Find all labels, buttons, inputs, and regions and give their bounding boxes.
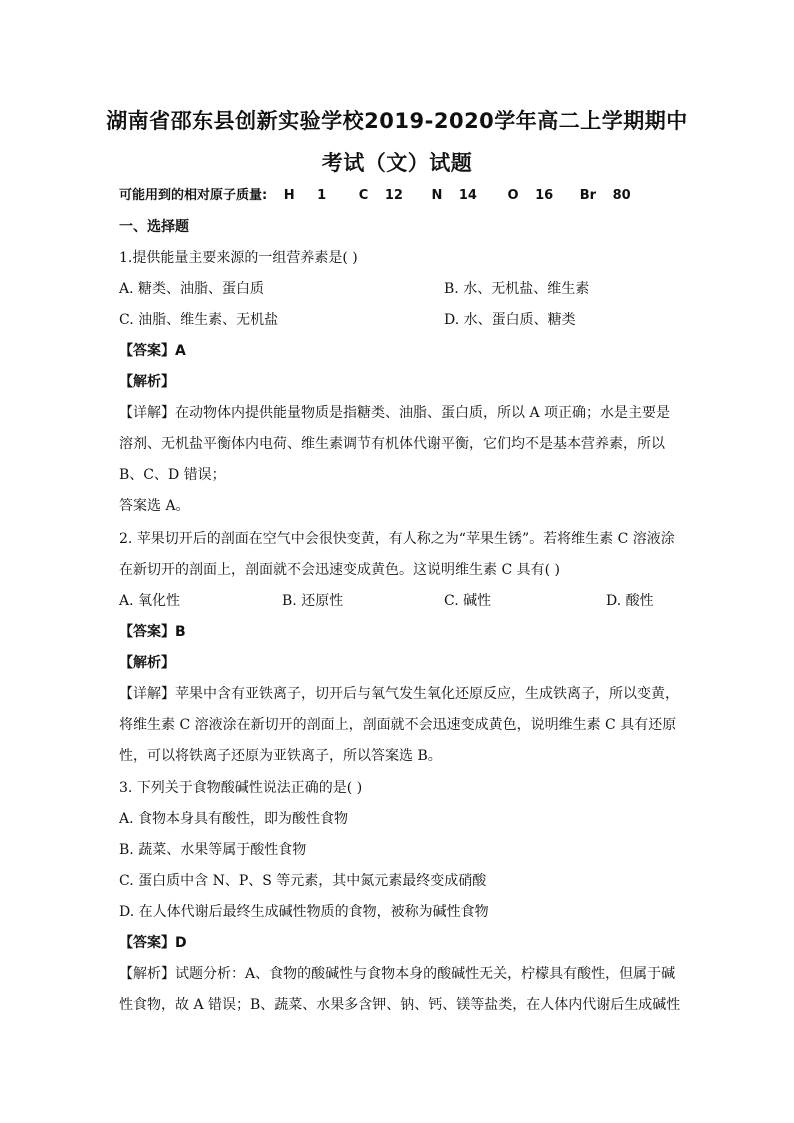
element-symbol: Br <box>579 188 597 203</box>
q1-detail-line: 【详解】在动物体内提供能量物质是指糖类、油脂、蛋白质，所以 A 项正确；水是主要是 <box>119 405 671 421</box>
q2-detail-line: 将维生素 C 溶液涂在新切开的剖面上，剖面就不会迅速变成黄色，说明维生素 C 具有还原 <box>119 717 677 733</box>
q3-analysis-line: 性食物，故 A 错误；B、蔬菜、水果多含钾、钠、钙、镁等盐类，在人体内代谢后生成碱性 <box>119 997 681 1013</box>
element-mass: 14 <box>458 188 477 203</box>
q3-option-a: A. 食物本身具有酸性，即为酸性食物 <box>119 811 349 827</box>
q1-option-c: C. 油脂、维生素、无机盐 <box>119 312 279 328</box>
q2-option-c: C. 碱性 <box>444 593 492 609</box>
element-symbol: C <box>358 188 369 203</box>
q2-detail-line: 性，可以将铁离子还原为亚铁离子，所以答案选 B。 <box>119 748 442 764</box>
q3-option-d: D. 在人体代谢后最终生成碱性物质的食物，被称为碱性食物 <box>119 904 489 920</box>
q2-option-b: B. 还原性 <box>282 593 344 609</box>
q1-detail-line: 答案选 A。 <box>119 498 190 514</box>
exam-title-line-1: 湖南省邵东县创新实验学校2019-2020学年高二上学期期中 <box>106 109 688 133</box>
q1-analysis-heading: 【解析】 <box>119 374 175 390</box>
element-mass: 1 <box>317 188 327 203</box>
q3-option-b: B. 蔬菜、水果等属于酸性食物 <box>119 842 307 858</box>
element-mass: 16 <box>535 188 554 203</box>
q3-analysis-line: 【解析】试题分析：A、食物的酸碱性与食物本身的酸碱性无关，柠檬具有酸性，但属于碱 <box>119 966 676 982</box>
q2-stem-line: 在新切开的剖面上，剖面就不会迅速变成黄色。这说明维生素 C 具有( ) <box>119 562 560 578</box>
q3-stem: 3. 下列关于食物酸碱性说法正确的是( ) <box>119 780 363 796</box>
q1-stem: 1.提供能量主要来源的一组营养素是( ) <box>119 250 358 266</box>
q2-detail-line: 【详解】苹果中含有亚铁离子，切开后与氧气发生氧化还原反应，生成铁离子，所以变黄， <box>119 686 679 702</box>
exam-title-line-2: 考试（文）试题 <box>321 151 473 175</box>
q2-option-a: A. 氧化性 <box>119 593 181 609</box>
q3-answer: 【答案】D <box>119 935 187 951</box>
q1-detail-line: B、C、D 错误； <box>119 467 226 483</box>
atomic-mass-label: 可能用到的相对原子质量: <box>119 188 268 203</box>
atomic-mass-line <box>119 186 631 206</box>
element-symbol: H <box>283 188 295 203</box>
q3-option-c: C. 蛋白质中含 N、P、S 等元素，其中氮元素最终变成硝酸 <box>119 873 487 889</box>
q2-answer: 【答案】B <box>119 624 186 640</box>
q1-option-b: B. 水、无机盐、维生素 <box>444 281 590 297</box>
q1-answer: 【答案】A <box>119 343 186 359</box>
q2-analysis-heading: 【解析】 <box>119 655 175 671</box>
q1-detail-line: 溶剂、无机盐平衡体内电荷、维生素调节有机体代谢平衡，它们均不是基本营养素，所以 <box>119 436 665 452</box>
section-heading: 一、选择题 <box>119 219 189 235</box>
element-mass: 12 <box>384 188 403 203</box>
q1-option-d: D. 水、蛋白质、糖类 <box>444 312 576 328</box>
element-symbol: O <box>507 188 519 203</box>
q2-stem-line: 2. 苹果切开后的剖面在空气中会很快变黄，有人称之为“苹果生锈”。若将维生素 C 溶液涂 <box>119 531 675 547</box>
element-symbol: N <box>431 188 443 203</box>
element-mass: 80 <box>612 188 631 203</box>
q1-option-a: A. 糖类、油脂、蛋白质 <box>119 281 265 297</box>
q2-option-d: D. 酸性 <box>606 593 654 609</box>
